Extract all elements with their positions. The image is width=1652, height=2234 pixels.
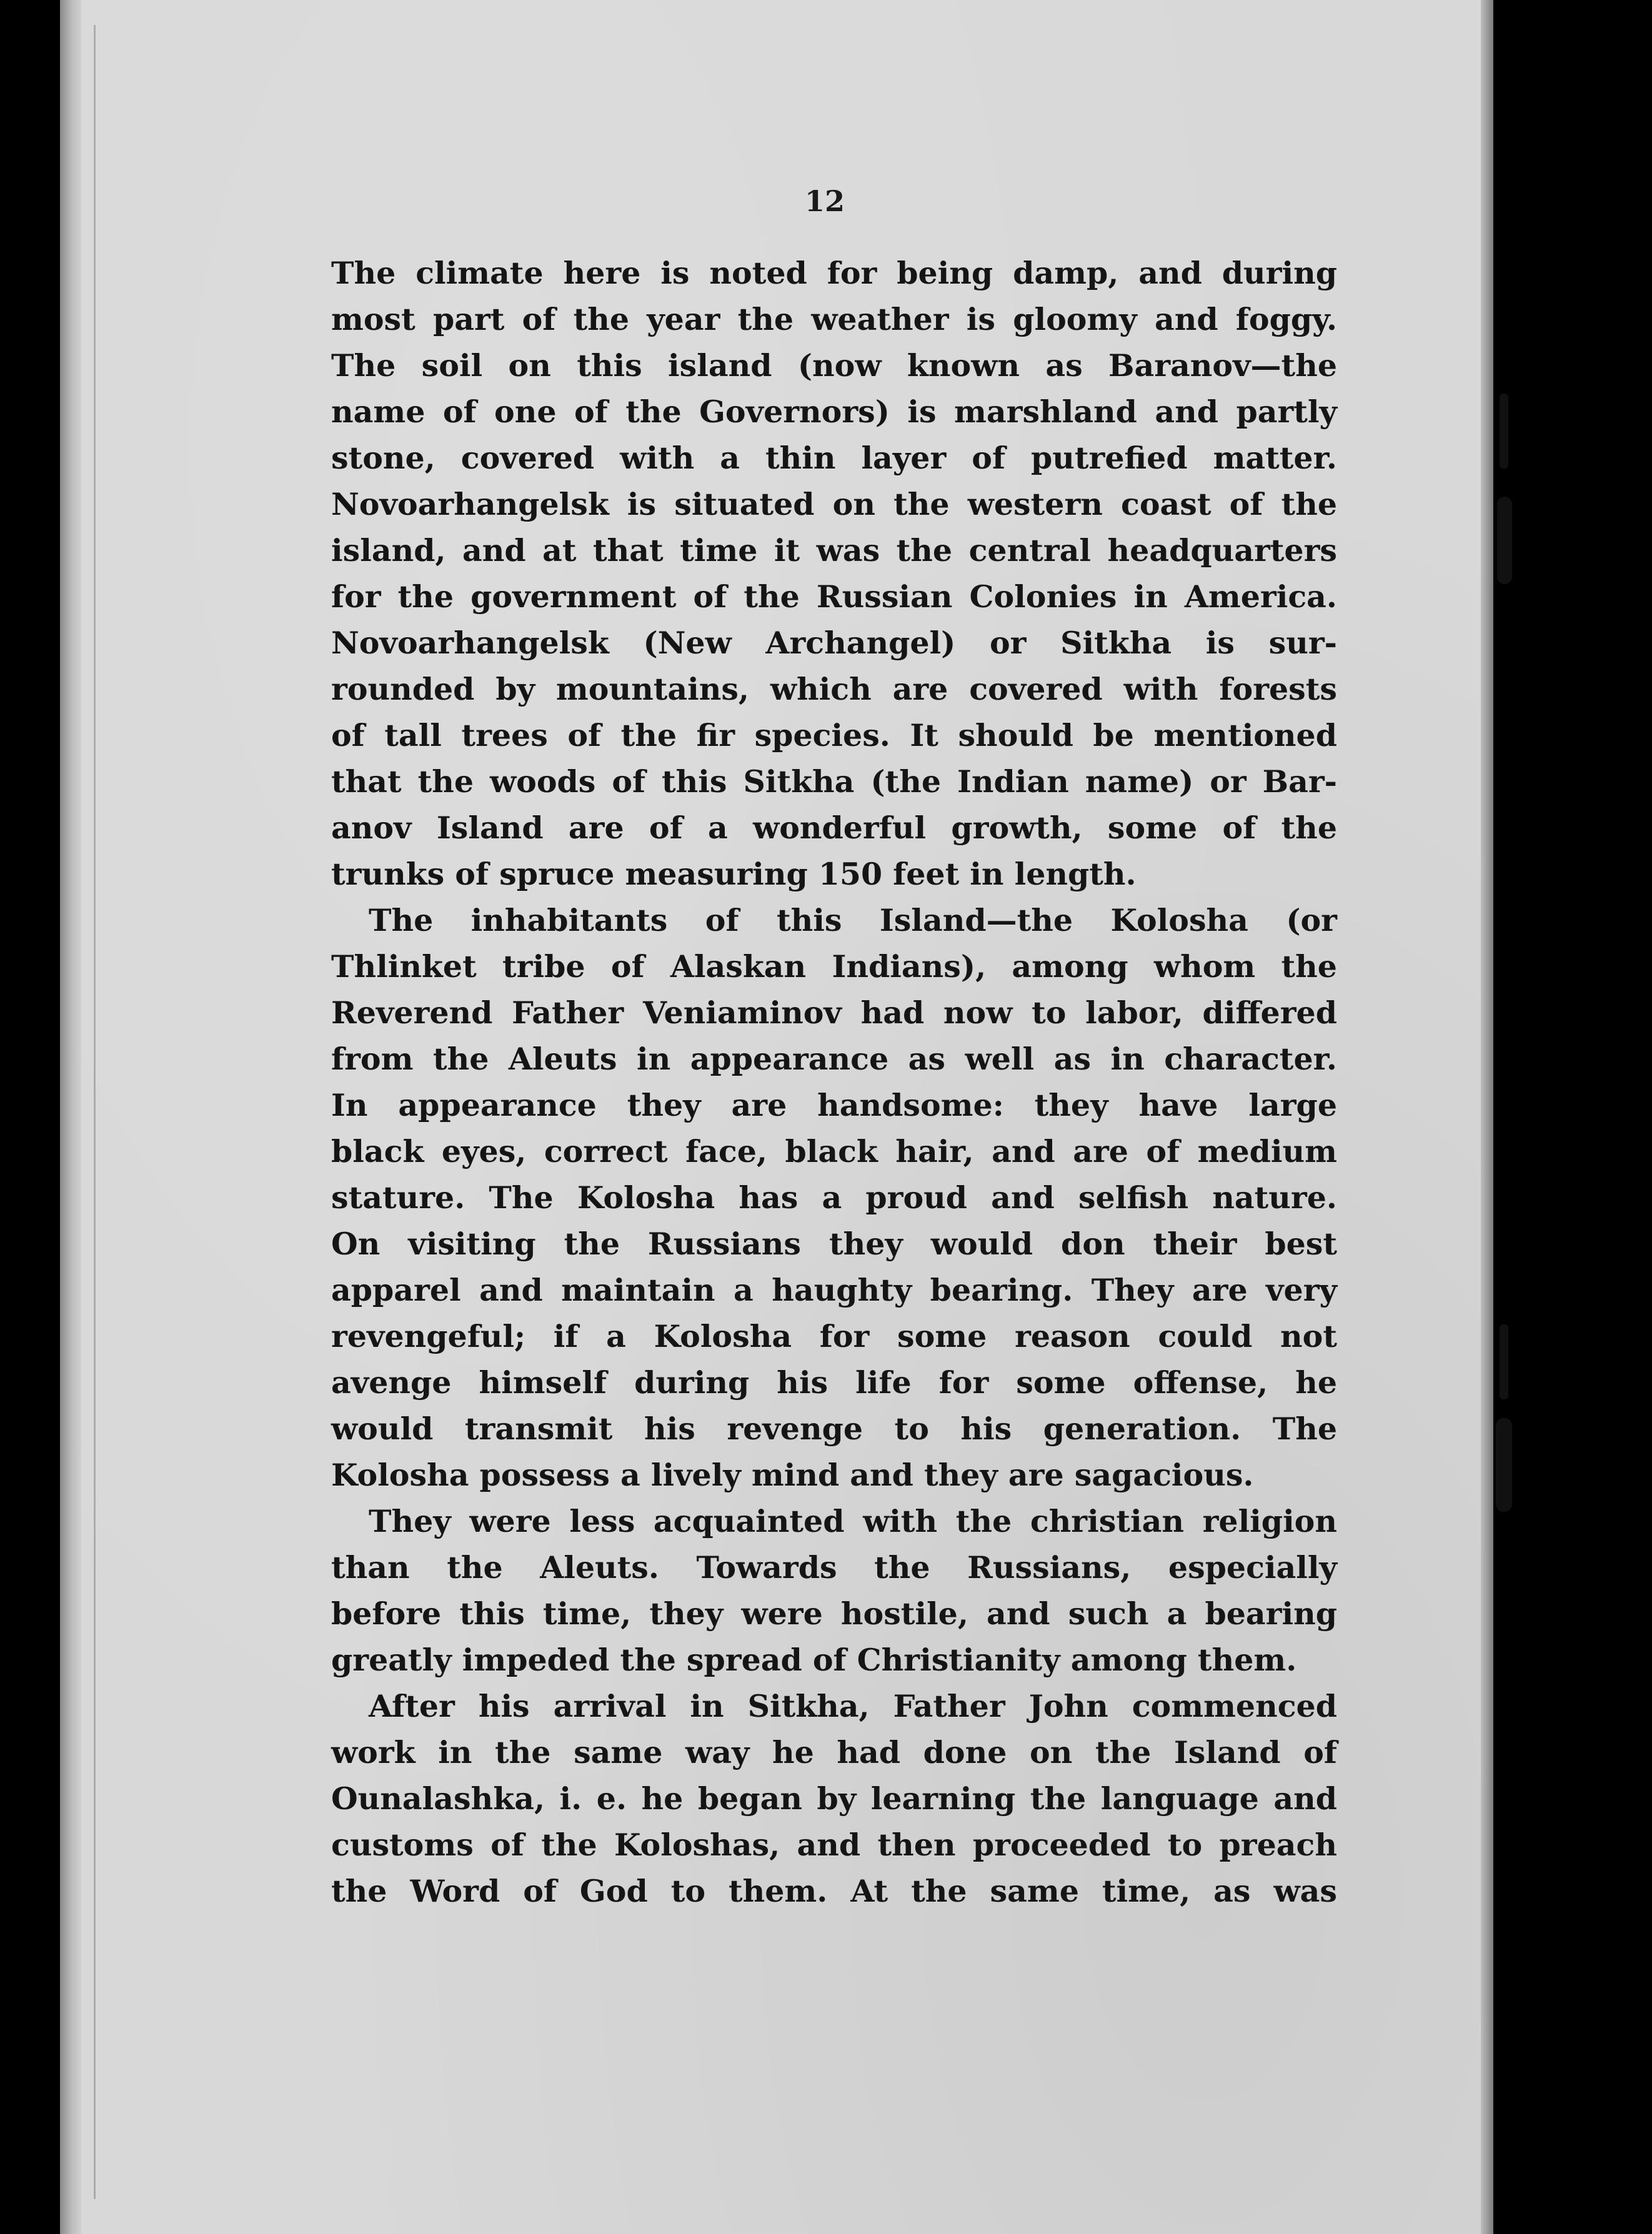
text-line: In appearance they are handsome: they have large xyxy=(331,1087,1337,1123)
text-line: greatly impeded the spread of Christianity among them. xyxy=(331,1642,1297,1678)
text-line: anov Island are of a wonderful growth, some of the xyxy=(331,810,1337,846)
text-line: After his arrival in Sitkha, Father John commenced xyxy=(369,1688,1337,1724)
text-line: Kolosha possess a lively mind and they are sagacious. xyxy=(331,1457,1254,1493)
binding-crease xyxy=(94,25,96,2199)
text-line: name of one of the Governors) is marshland and partly xyxy=(331,394,1337,430)
text-line: of tall trees of the fir species. It should be mentioned xyxy=(331,717,1337,753)
text-line: apparel and maintain a haughty bearing. They are very xyxy=(331,1272,1337,1308)
text-line: customs of the Koloshas, and then proceeded to preach xyxy=(331,1827,1337,1863)
text-line: They were less acquainted with the christian religion xyxy=(369,1503,1337,1539)
text-line: before this time, they were hostile, and such a bearing xyxy=(331,1596,1337,1632)
text-line: for the government of the Russian Colonies in America. xyxy=(331,578,1337,615)
text-line: work in the same way he had done on the Island of xyxy=(331,1734,1337,1770)
margin-mark xyxy=(1497,497,1512,584)
text-line: than the Aleuts. Towards the Russians, especially xyxy=(331,1549,1337,1586)
text-line: island, and at that time it was the central headquarters xyxy=(331,532,1337,568)
text-line: would transmit his revenge to his generation. The xyxy=(331,1411,1337,1447)
text-line: The soil on this island (now known as Baranov—the xyxy=(331,347,1337,384)
text-line: Reverend Father Veniaminov had now to labor, differed xyxy=(331,995,1337,1031)
text-line: the Word of God to them. At the same time, as was xyxy=(331,1873,1337,1909)
body-text xyxy=(331,250,1337,1937)
text-line: Novoarhangelsk is situated on the western coast of the xyxy=(331,486,1337,522)
text-line: Thlinket tribe of Alaskan Indians), among whom the xyxy=(331,948,1337,985)
text-line: stone, covered with a thin layer of putrefied matter. xyxy=(331,440,1337,476)
text-line: avenge himself during his life for some offense, he xyxy=(331,1364,1337,1401)
text-line: rounded by mountains, which are covered with forests xyxy=(331,671,1337,707)
text-line: Novoarhangelsk (New Archangel) or Sitkha is sur- xyxy=(331,625,1337,661)
text-line: Ounalashka, i. e. he began by learning the language and xyxy=(331,1780,1337,1817)
text-line: that the woods of this Sitkha (the Indian name) or Bar- xyxy=(331,763,1337,800)
text-line: On visiting the Russians they would don their best xyxy=(331,1226,1337,1262)
margin-mark xyxy=(1500,1324,1508,1399)
margin-mark xyxy=(1500,394,1508,469)
paper-right-edge xyxy=(1481,0,1493,2234)
text-line: stature. The Kolosha has a proud and selfish nature. xyxy=(331,1179,1337,1216)
page-number: 12 xyxy=(804,184,845,218)
text-line: The inhabitants of this Island—the Kolosha (or xyxy=(369,902,1337,938)
text-line: trunks of spruce measuring 150 feet in length. xyxy=(331,856,1137,892)
text-line: revengeful; if a Kolosha for some reason could not xyxy=(331,1318,1337,1354)
text-line: black eyes, correct face, black hair, and are of medium xyxy=(331,1133,1337,1169)
margin-mark xyxy=(1496,1418,1512,1512)
paper-left-edge xyxy=(60,0,81,2234)
text-line: most part of the year the weather is gloomy and foggy. xyxy=(331,301,1337,337)
text-line: The climate here is noted for being damp, and during xyxy=(331,255,1337,291)
text-line: from the Aleuts in appearance as well as in character. xyxy=(331,1041,1337,1077)
